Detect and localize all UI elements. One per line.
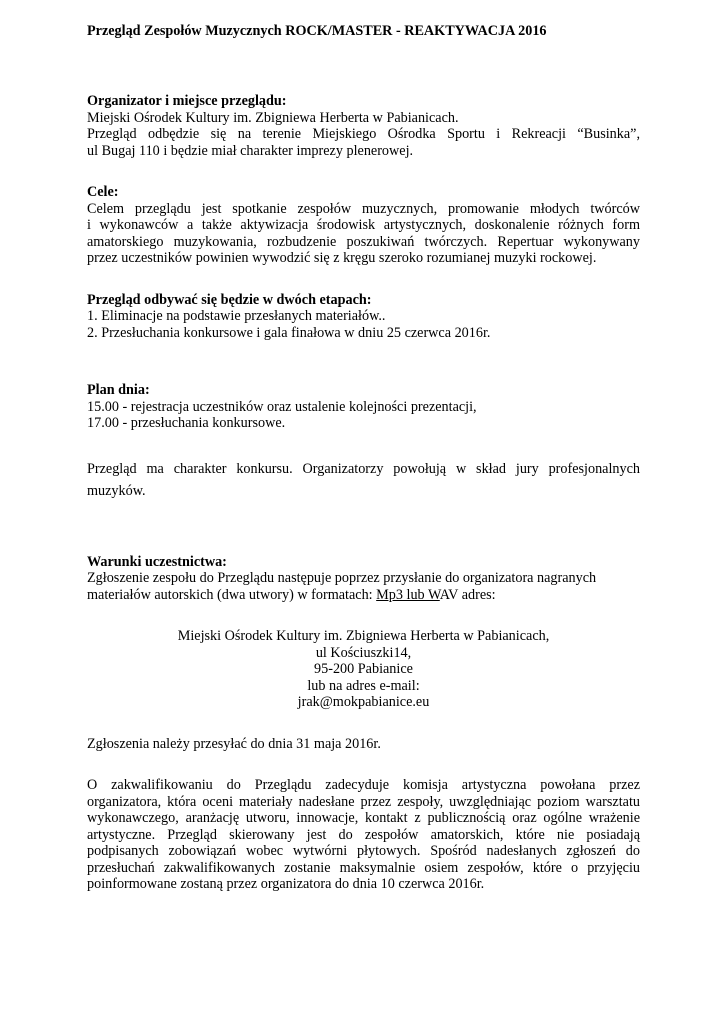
qualification-line: przesłuchań zakwalifikowanych zostanie maksymalnie osiem zespołów, które o przyjęciu (87, 859, 640, 876)
address-line: 95-200 Pabianice (314, 661, 413, 677)
document-title: Przegląd Zespołów Muzycznych ROCK/MASTER - REAKTYWACJA 2016 (87, 23, 547, 39)
organizer-line: ul Bugaj 110 i będzie miał charakter imprezy plenerowej. (87, 142, 414, 159)
goals-line: Celem przeglądu jest spotkanie zespołów muzycznych, promowanie młodych twórców (87, 200, 640, 217)
conditions-section (87, 554, 640, 604)
qualification-line: wykonawczego, aranżację utworu, innowacje, kontakt z publicznością oraz ogólne wrażenie (87, 810, 640, 826)
goals-line: amatorskiego muzykowania, rozbudzenie poszukiwań twórczych. Repertuar wykonywany (87, 233, 640, 250)
organizer-section (87, 93, 640, 159)
deadline-section (87, 736, 640, 753)
goals-line: i wykonawców a także aktywizacja środowisk artystycznych, doskonalenie różnych form (87, 217, 640, 233)
qualification-line: artystyczne. Przegląd skierowany jest do zespołów amatorskich, które nie posiadają (87, 826, 640, 843)
stages-section (87, 292, 640, 342)
qualification-line: organizatora, która oceni materiały nadesłane przez zespoły, uwzględniając poziom warsztatu (87, 793, 640, 810)
plan-heading: Plan dnia: (87, 382, 150, 398)
goals-heading: Cele: (87, 184, 119, 200)
conditions-line-text: materiałów autorskich (dwa utwory) w formatach: (87, 586, 377, 603)
organizer-line: Przegląd odbędzie się na terenie Miejskiego Ośrodka Sportu i Rekreacji “Businka”, (87, 126, 640, 142)
address-line: lub na adres e-mail: (307, 677, 420, 694)
address-block (87, 628, 640, 711)
conditions-line (87, 587, 640, 604)
plan-item: 17.00 - przesłuchania konkursowe. (87, 415, 286, 431)
plan-section (87, 382, 640, 432)
organizer-line: Miejski Ośrodek Kultury im. Zbigniewa Herberta w Pabianicach. (87, 109, 459, 126)
stage-item: 2. Przesłuchania konkursowe i gala finałowa w dniu 25 czerwca 2016r. (87, 324, 491, 341)
jury-line: Przegląd ma charakter konkursu. Organizatorzy powołują w skład jury profesjonalnych (87, 460, 640, 477)
stage-item: 1. Eliminacje na podstawie przesłanych materiałów.. (87, 308, 386, 324)
address-line: ul Kościuszki14, (315, 644, 412, 661)
conditions-heading: Warunki uczestnictwa: (87, 553, 227, 570)
plan-item: 15.00 - rejestracja uczestników oraz ustalenie kolejności prezentacji, (87, 398, 477, 415)
conditions-line: Zgłoszenie zespołu do Przeglądu następuje poprzez przysłanie do organizatora nagranych (87, 570, 597, 586)
formats-link[interactable]: Mp3 lub W (376, 586, 440, 603)
organizer-heading: Organizator i miejsce przeglądu: (87, 93, 287, 109)
jury-line: muzyków. (87, 482, 146, 499)
email-address[interactable]: jrak@mokpabianice.eu (297, 694, 430, 710)
qualification-section (87, 777, 640, 893)
address-line: Miejski Ośrodek Kultury im. Zbigniewa Herberta w Pabianicach, (177, 628, 550, 644)
goals-line: przez uczestników powinien wywodzić się z kręgu szeroko rozumianej muzyki rockowej. (87, 250, 597, 266)
document-page (87, 23, 640, 893)
goals-section (87, 184, 640, 267)
deadline-text: Zgłoszenia należy przesyłać do dnia 31 maja 2016r. (87, 735, 381, 752)
qualification-line: poinformowane zostaną przez organizatora do dnia 10 czerwca 2016r. (87, 876, 485, 892)
jury-section (87, 458, 640, 502)
stages-heading: Przegląd odbywać się będzie w dwóch etapach: (87, 291, 372, 308)
conditions-line-text: AV adres: (439, 586, 496, 603)
qualification-line: podpisanych zobowiązań wobec wytwórni płytowych. Spośród nadesłanych zgłoszeń do (87, 843, 640, 859)
qualification-line: O zakwalifikowaniu do Przeglądu zadecyduje komisja artystyczna powołana przez (87, 777, 640, 793)
